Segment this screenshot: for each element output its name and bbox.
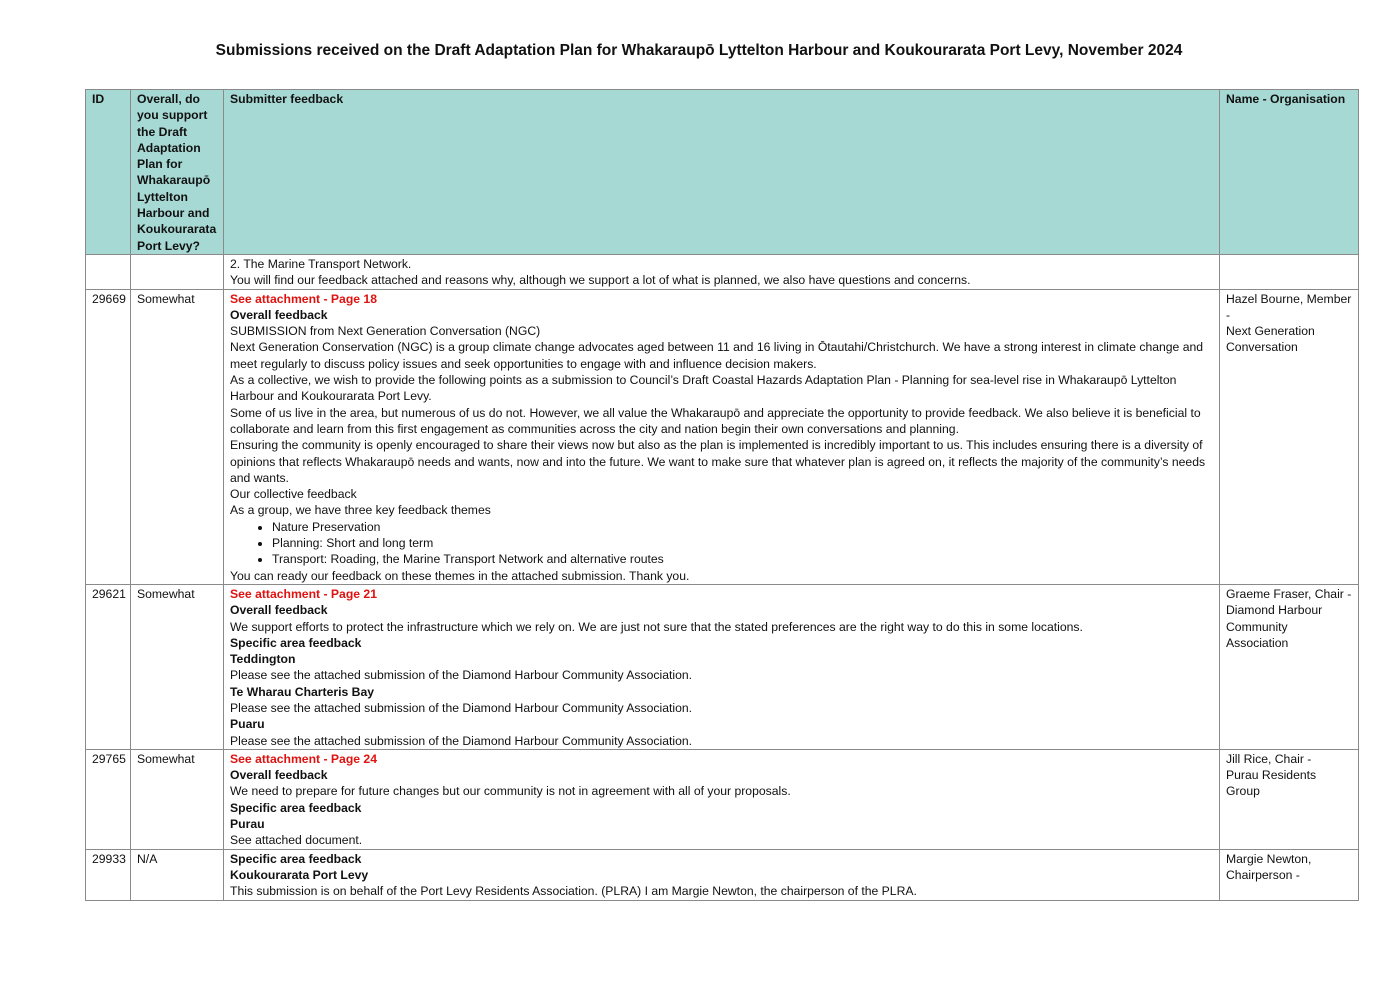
cell-id: 29933 [86, 849, 131, 900]
list-item: • Transport: Roading, the Marine Transport Network and alternative routes [272, 551, 1213, 567]
feedback-line: Ensuring the community is openly encouraged to share their views now but also as the plan is implemented is incredibly important to us. This includes ensuring there is a diversity of opinions that reflects Whakaraupō needs and wants, now and into the future. We want to make sure that whatever plan is agreed on, it reflects the majority of the community’s needs and wants. [230, 438, 1206, 485]
table-row [86, 289, 1359, 584]
section-heading: Overall feedback [230, 768, 328, 783]
feedback-line: Next Generation Conservation (NGC) is a group climate change advocates aged between 11 and 16 living in Ōtautahi/Christchurch. We have a strong interest in climate change and meet regularly to discuss policy issues and seek opportunities to engage with and influence decision makers. [230, 340, 1204, 371]
area-heading: Koukourarata Port Levy [230, 867, 369, 882]
feedback-line: We need to prepare for future changes but our community is not in agreement with all of your proposals. [230, 784, 791, 799]
area-heading: Purau [230, 817, 265, 832]
section-heading: Overall feedback [230, 307, 328, 322]
header-organisation: Name - Organisation [1220, 90, 1359, 255]
cell-support: Somewhat [131, 749, 224, 849]
page-title: Submissions received on the Draft Adaptation Plan for Whakaraupō Lyttelton Harbour and Koukourarata Port Levy, November 2024 [215, 42, 1183, 59]
cell-organisation [1220, 584, 1359, 749]
cell-feedback [224, 289, 1220, 584]
feedback-line: This submission is on behalf of the Port Levy Residents Association. (PLRA) I am Margie Newton, the chairperson of the PLRA. [230, 884, 917, 899]
org-name: Hazel Bourne, Member - [1226, 291, 1352, 322]
feedback-line: Please see the attached submission of the Diamond Harbour Community Association. [230, 733, 693, 748]
header-feedback: Submitter feedback [224, 90, 1220, 255]
header-id: ID [86, 90, 131, 255]
org-name: Jill Rice, Chair - [1226, 751, 1312, 766]
attachment-link[interactable]: See attachment - Page 18 [230, 291, 377, 306]
cell-feedback [224, 254, 1220, 289]
theme-list [230, 519, 1213, 568]
org-organisation: Next Generation Conversation [1226, 324, 1315, 355]
attachment-link[interactable]: See attachment - Page 21 [230, 586, 377, 601]
table-row [86, 254, 1359, 289]
section-heading: Specific area feedback [230, 851, 362, 866]
cell-id: 29765 [86, 749, 131, 849]
cell-support: N/A [131, 849, 224, 900]
submissions-table [85, 89, 1359, 901]
cell-support: Somewhat [131, 289, 224, 584]
cell-feedback [224, 849, 1220, 900]
feedback-line: Please see the attached submission of the Diamond Harbour Community Association. [230, 668, 693, 683]
feedback-line: Please see the attached submission of the Diamond Harbour Community Association. [230, 700, 693, 715]
feedback-line: 2. The Marine Transport Network. [230, 256, 412, 271]
attachment-link[interactable]: See attachment - Page 24 [230, 751, 377, 766]
table-row [86, 749, 1359, 849]
area-heading: Teddington [230, 652, 296, 667]
cell-feedback [224, 584, 1220, 749]
feedback-line: Our collective feedback [230, 487, 357, 502]
feedback-line: We support efforts to protect the infrastructure which we rely on. We are just not sure that the stated preferences are the right way to do this in some locations. [230, 619, 1083, 634]
org-name: Graeme Fraser, Chair - Diamond Harbour Community Association [1226, 586, 1352, 650]
feedback-line: See attached document. [230, 833, 363, 848]
feedback-line: As a group, we have three key feedback themes [230, 503, 491, 518]
cell-organisation [1220, 289, 1359, 584]
feedback-line: SUBMISSION from Next Generation Conversation (NGC) [230, 324, 541, 339]
cell-id: 29669 [86, 289, 131, 584]
cell-id [86, 254, 131, 289]
cell-id: 29621 [86, 584, 131, 749]
cell-organisation [1220, 254, 1359, 289]
cell-support: Somewhat [131, 584, 224, 749]
area-heading: Te Wharau Charteris Bay [230, 684, 375, 699]
org-organisation: Purau Residents Group [1226, 768, 1317, 799]
cell-organisation [1220, 749, 1359, 849]
table-row [86, 849, 1359, 900]
list-item: • Planning: Short and long term [272, 535, 1213, 551]
feedback-line: Some of us live in the area, but numerous of us do not. However, we all value the Whakaraupō and appreciate the opportunity to provide feedback. We also believe it is beneficial to collaborate and learn from this first engagement as communities across the city and nation begin their own conversations and planning. [230, 405, 1201, 436]
cell-support [131, 254, 224, 289]
header-support: Overall, do you support the Draft Adaptation Plan for Whakaraupō Lyttelton Harbour and Koukourarata Port Levy? [131, 90, 224, 255]
area-heading: Puaru [230, 717, 265, 732]
cell-feedback [224, 749, 1220, 849]
org-name: Margie Newton, Chairperson - [1226, 851, 1312, 882]
cell-organisation [1220, 849, 1359, 900]
section-heading: Specific area feedback [230, 635, 362, 650]
section-heading: Specific area feedback [230, 800, 362, 815]
list-item: • Nature Preservation [272, 519, 1213, 535]
table-header-row [86, 90, 1359, 255]
table-row [86, 584, 1359, 749]
feedback-line: You will find our feedback attached and reasons why, although we support a lot of what is planned, we also have questions and concerns. [230, 273, 971, 288]
feedback-line: As a collective, we wish to provide the following points as a submission to Council’s Draft Coastal Hazards Adaptation Plan - Planning for sea-level rise in Whakaraupō Lyttelton Harbour and Koukourarata Port Levy. [230, 373, 1177, 404]
section-heading: Overall feedback [230, 603, 328, 618]
feedback-line: You can ready our feedback on these themes in the attached submission. Thank you. [230, 568, 690, 583]
